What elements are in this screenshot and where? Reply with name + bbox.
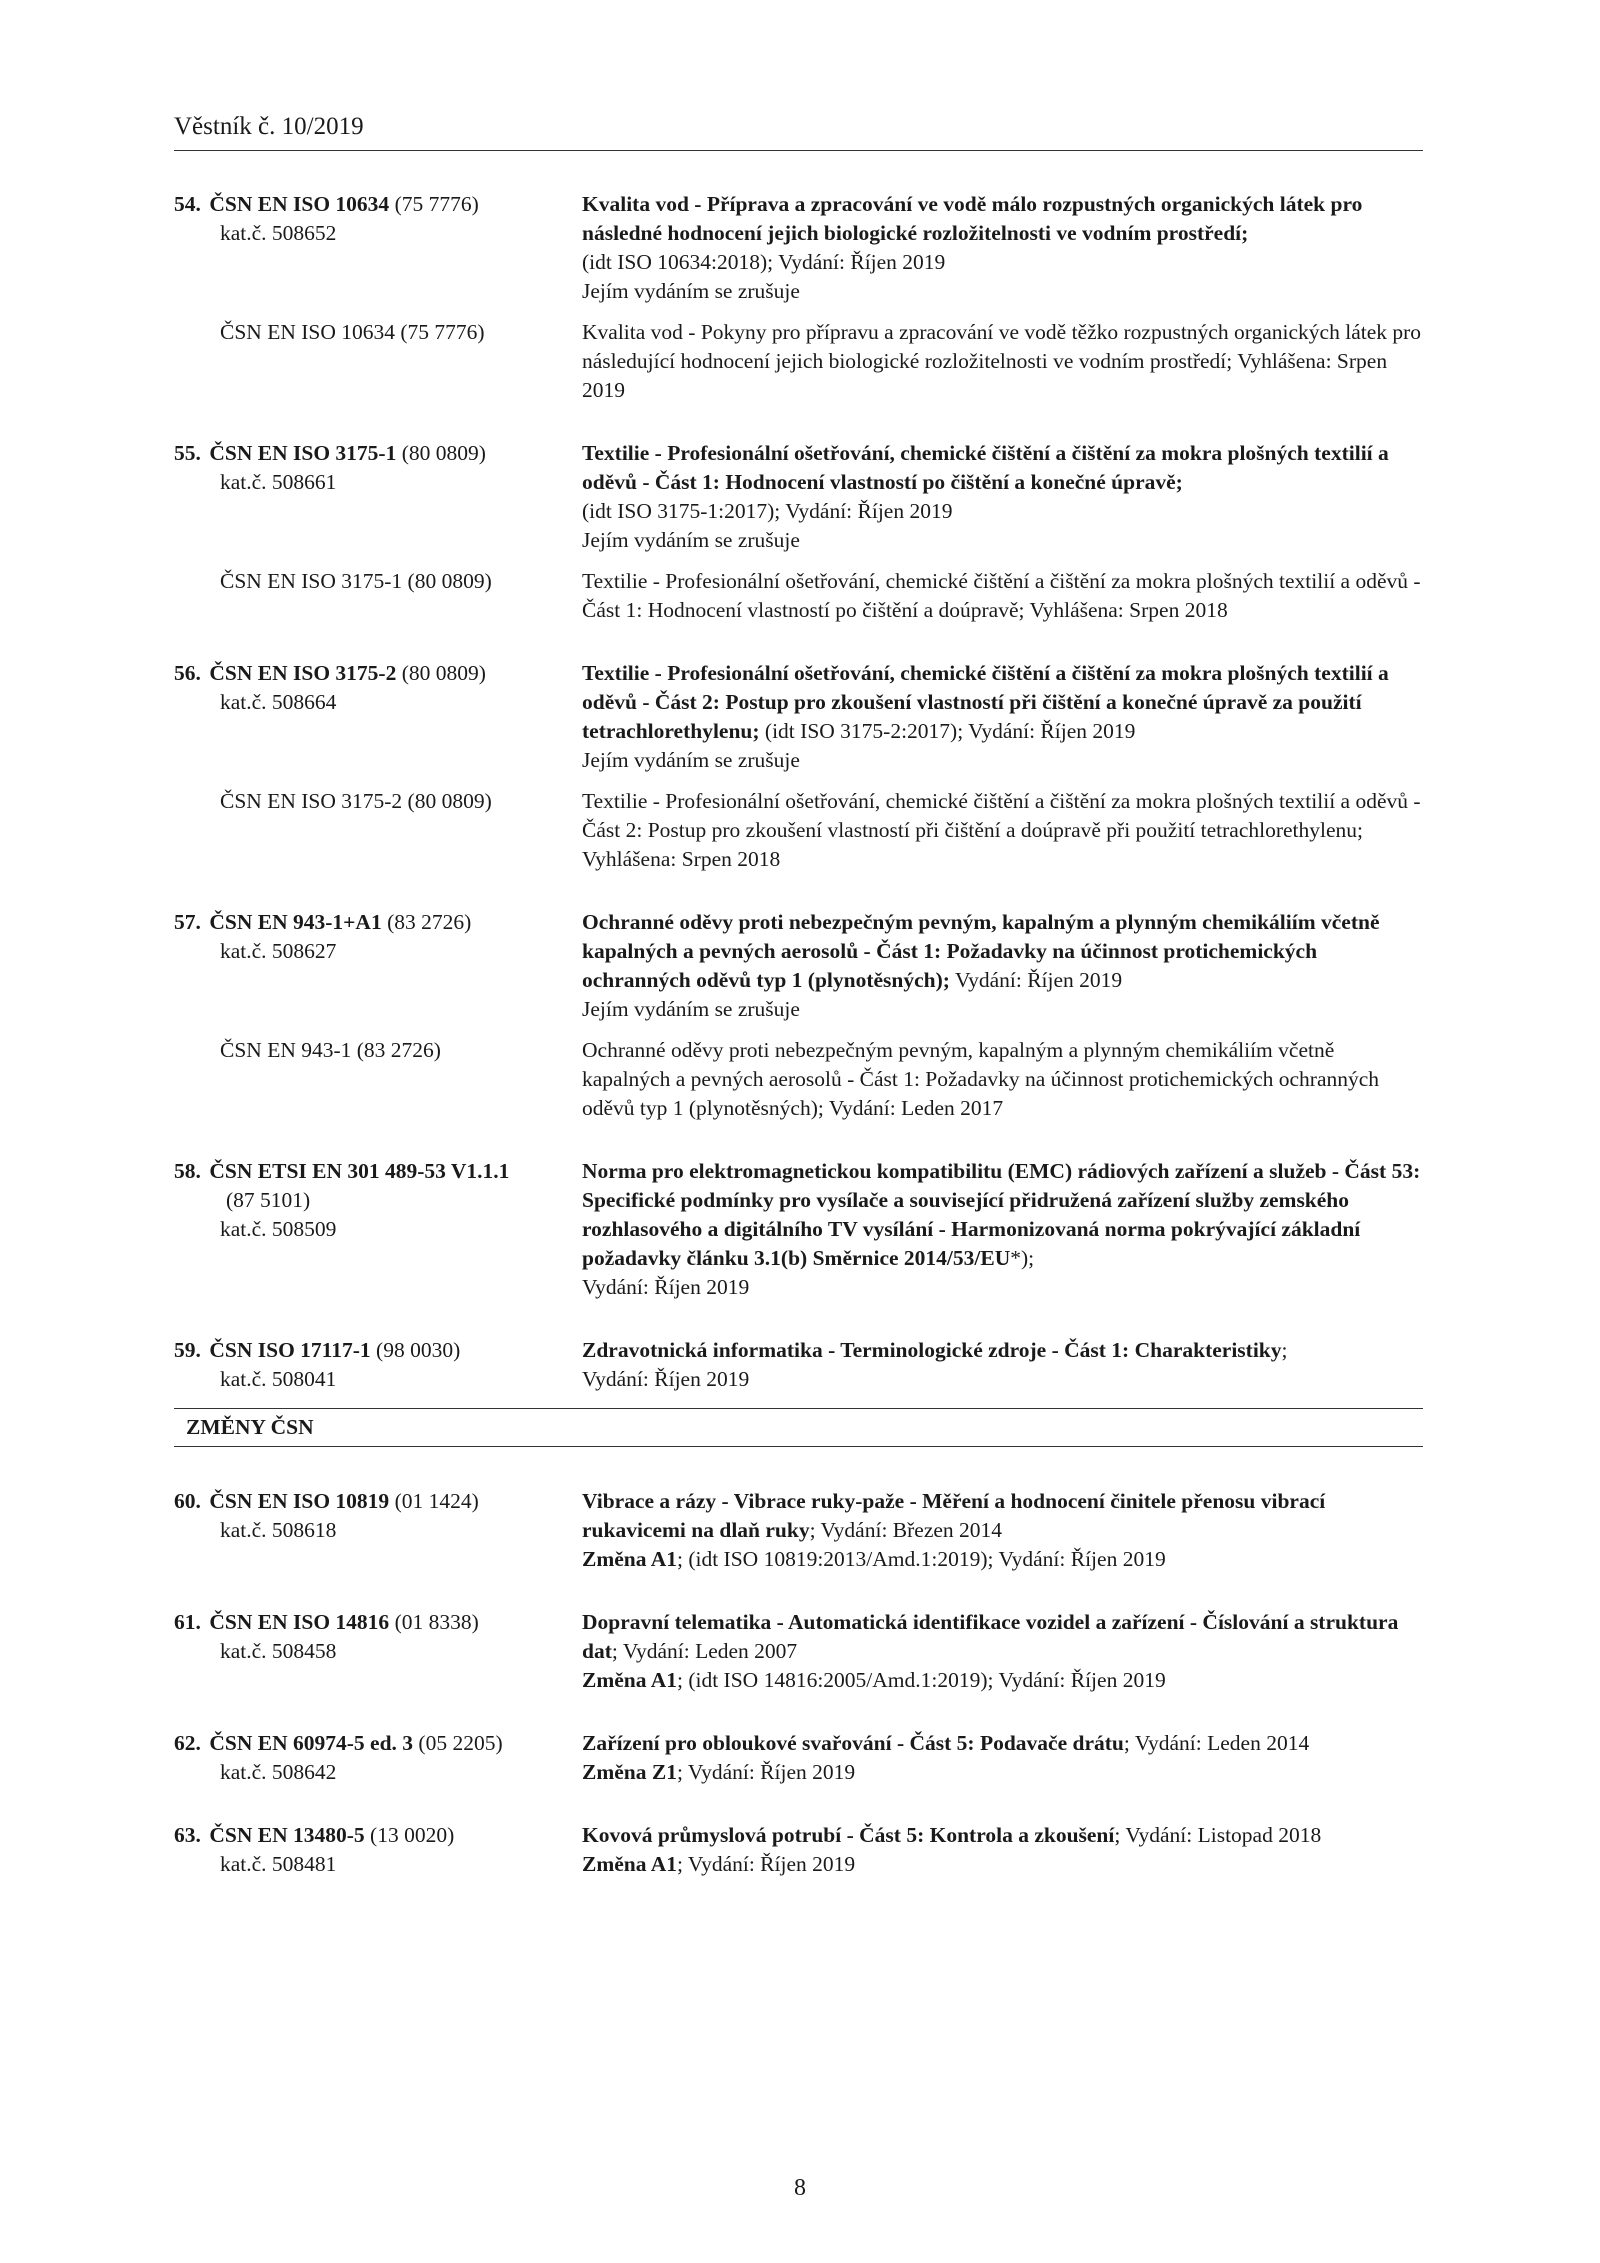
standard-id: ČSN EN ISO 3175-2 [209, 661, 397, 685]
standard-id: ČSN EN ISO 10634 [209, 192, 390, 216]
standard-detail: ; Vydání: Leden 2007 [611, 1639, 798, 1663]
page-header [174, 112, 1423, 151]
change-detail: ; Vydání: Říjen 2019 [676, 1760, 856, 1784]
entry-description [582, 190, 1423, 306]
entry-number: 63. [174, 1823, 201, 1847]
standard-id: ČSN ETSI EN 301 489-53 V1.1.1 [209, 1159, 510, 1183]
issue-date: Vydání: Říjen 2019 [582, 1367, 750, 1391]
standard-id: ČSN EN 943-1+A1 [209, 910, 382, 934]
standard-code: (80 0809) [401, 441, 486, 465]
change-label: Změna A1 [582, 1668, 677, 1692]
entry-number: 60. [174, 1489, 201, 1513]
standard-code: (83 2726) [387, 910, 472, 934]
standard-detail: ; Vydání: Březen 2014 [809, 1518, 1003, 1542]
catalog-number: kat.č. 508481 [220, 1852, 337, 1876]
section-title: ZMĚNY ČSN [186, 1415, 314, 1439]
standard-entry [174, 659, 1423, 775]
entry-number: 61. [174, 1610, 201, 1634]
old-standard-id: ČSN EN 943-1 (83 2726) [220, 1038, 441, 1062]
standard-detail: (idt ISO 10634:2018); Vydání: Říjen 2019 [582, 250, 946, 274]
standard-title: Textilie - Profesionální ošetřování, chemické čištění a čištění za mokra plošných textilií a oděvů - Část 2: Postup pro zkoušení vlastností při čištění a konečné úpravě za použití tetrachlorethylenu; [582, 661, 1389, 743]
change-detail: ; Vydání: Říjen 2019 [676, 1852, 856, 1876]
page-number: 8 [794, 2175, 806, 2201]
standard-entry [174, 190, 1423, 306]
standard-entry [174, 1157, 1423, 1302]
journal-title: Věstník č. 10/2019 [174, 113, 364, 140]
standard-detail: ; Vydání: Listopad 2018 [1114, 1823, 1322, 1847]
standard-id: ČSN EN ISO 3175-1 [209, 441, 397, 465]
standard-id: ČSN ISO 17117-1 [209, 1338, 371, 1362]
standard-title: Kovová průmyslová potrubí - Část 5: Kontrola a zkoušení [582, 1823, 1115, 1847]
replaces-note: Jejím vydáním se zrušuje [582, 528, 800, 552]
catalog-number: kat.č. 508652 [220, 221, 337, 245]
standard-entry [174, 439, 1423, 555]
standard-title: Dopravní telematika - Automatická identifikace vozidel a zařízení - Číslování a struktura dat [582, 1610, 1399, 1663]
standard-title: Textilie - Profesionální ošetřování, chemické čištění a čištění za mokra plošných textilií a oděvů - Část 1: Hodnocení vlastností po čištění a konečné úpravě; [582, 441, 1389, 494]
standard-code: (13 0020) [370, 1823, 455, 1847]
replaced-standard [174, 1036, 1423, 1123]
standard-detail: (idt ISO 3175-1:2017); Vydání: Říjen 2019 [582, 499, 953, 523]
entry-number: 54. [174, 192, 201, 216]
entry-number: 62. [174, 1731, 201, 1755]
catalog-number: kat.č. 508618 [220, 1518, 337, 1542]
change-label: Změna A1 [582, 1547, 677, 1571]
entry-identifiers [174, 190, 582, 306]
catalog-number: kat.č. 508509 [220, 1217, 337, 1241]
entry-number: 58. [174, 1159, 201, 1183]
change-entry [174, 1487, 1423, 1574]
replaced-standard [174, 318, 1423, 405]
old-standard-title: Kvalita vod - Pokyny pro přípravu a zpracování ve vodě těžko rozpustných organických látek pro následující hodnocení jejich biologické rozložitelnosti ve vodním prostředí; Vyhlášena: Srpen 2019 [582, 320, 1422, 402]
catalog-number: kat.č. 508642 [220, 1760, 337, 1784]
old-standard-id: ČSN EN ISO 10634 (75 7776) [220, 320, 485, 344]
catalog-number: kat.č. 508627 [220, 939, 337, 963]
standard-entry [174, 1336, 1423, 1394]
old-standard-title: Textilie - Profesionální ošetřování, chemické čištění a čištění za mokra plošných textilií a oděvů - Část 1: Hodnocení vlastností po čištění a doúpravě; Vyhlášena: Srpen 2018 [582, 569, 1421, 622]
standard-title: Kvalita vod - Příprava a zpracování ve vodě málo rozpustných organických látek pro následné hodnocení jejich biologické rozložitelnosti ve vodním prostředí; [582, 192, 1363, 245]
replaces-note: Jejím vydáním se zrušuje [582, 997, 800, 1021]
standard-entry [174, 908, 1423, 1024]
section-heading [174, 1408, 1423, 1447]
catalog-number: kat.č. 508661 [220, 470, 337, 494]
catalog-number: kat.č. 508041 [220, 1367, 337, 1391]
standard-detail: Vydání: Říjen 2019 [954, 968, 1123, 992]
catalog-number: kat.č. 508458 [220, 1639, 337, 1663]
change-label: Změna Z1 [582, 1760, 677, 1784]
standard-title: Norma pro elektromagnetickou kompatibilitu (EMC) rádiových zařízení a služeb - Část 53: Specifické podmínky pro vysílače a související přidružená zařízení služby zemského rozhlasového a digitálního TV vysílání - Harmonizovaná norma pokrývající základní požadavky článku 3.1(b) Směrnice 2014/53/EU [582, 1159, 1421, 1270]
catalog-number: kat.č. 508664 [220, 690, 337, 714]
change-entry [174, 1821, 1423, 1879]
standard-title: Ochranné oděvy proti nebezpečným pevným, kapalným a plynným chemikáliím včetně kapalných a pevných aerosolů - Část 1: Požadavky na účinnost protichemických ochranných oděvů typ 1 (plynotěsných); [582, 910, 1380, 992]
standard-code: (80 0809) [401, 661, 486, 685]
issue-date: Vydání: Říjen 2019 [582, 1275, 750, 1299]
replaces-note: Jejím vydáním se zrušuje [582, 279, 800, 303]
standard-id: ČSN EN 60974-5 ed. 3 [209, 1731, 414, 1755]
old-standard-id: ČSN EN ISO 3175-1 (80 0809) [220, 569, 492, 593]
entry-number: 56. [174, 661, 201, 685]
entry-number: 57. [174, 910, 201, 934]
change-detail: ; (idt ISO 10819:2013/Amd.1:2019); Vydání: Říjen 2019 [676, 1547, 1166, 1571]
replaced-standard [174, 787, 1423, 874]
standard-code: (98 0030) [376, 1338, 461, 1362]
standard-title: Zařízení pro obloukové svařování - Část 5: Podavače drátu [582, 1731, 1124, 1755]
entry-number: 59. [174, 1338, 201, 1362]
change-entry [174, 1608, 1423, 1695]
old-standard-title: Textilie - Profesionální ošetřování, chemické čištění a čištění za mokra plošných textilií a oděvů - Část 2: Postup pro zkoušení vlastností při čištění a doúpravě při použití tetrachlorethylenu; Vyhlášena: Srpen 2018 [582, 789, 1421, 871]
standard-detail: (idt ISO 3175-2:2017); Vydání: Říjen 2019 [764, 719, 1136, 743]
standard-title: Zdravotnická informatika - Terminologické zdroje - Část 1: Charakteristiky [582, 1338, 1282, 1362]
standard-id: ČSN EN ISO 14816 [209, 1610, 390, 1634]
old-standard-id: ČSN EN ISO 3175-2 (80 0809) [220, 789, 492, 813]
standard-code: (01 8338) [394, 1610, 479, 1634]
standard-detail: ; Vydání: Leden 2014 [1123, 1731, 1310, 1755]
standard-detail: ; [1281, 1338, 1288, 1362]
change-detail: ; (idt ISO 14816:2005/Amd.1:2019); Vydání: Říjen 2019 [676, 1668, 1166, 1692]
standard-code: (01 1424) [394, 1489, 479, 1513]
replaces-note: Jejím vydáním se zrušuje [582, 748, 800, 772]
standard-id: ČSN EN ISO 10819 [209, 1489, 390, 1513]
replaced-standard [174, 567, 1423, 625]
standard-title: Vibrace a rázy - Vibrace ruky-paže - Měření a hodnocení činitele přenosu vibrací rukavicemi na dlaň ruky [582, 1489, 1326, 1542]
entry-number: 55. [174, 441, 201, 465]
standard-code: (05 2205) [418, 1731, 503, 1755]
page-content [174, 190, 1423, 1879]
standard-code: (75 7776) [394, 192, 479, 216]
standard-detail: *); [1010, 1246, 1035, 1270]
old-standard-title: Ochranné oděvy proti nebezpečným pevným, kapalným a plynným chemikáliím včetně kapalných a pevných aerosolů - Část 1: Požadavky na účinnost protichemických ochranných oděvů typ 1 (plynotěsných); Vydání: Leden 2017 [582, 1038, 1380, 1120]
standard-code: (87 5101) [226, 1188, 311, 1212]
change-label: Změna A1 [582, 1852, 677, 1876]
change-entry [174, 1729, 1423, 1787]
standard-id: ČSN EN 13480-5 [209, 1823, 365, 1847]
